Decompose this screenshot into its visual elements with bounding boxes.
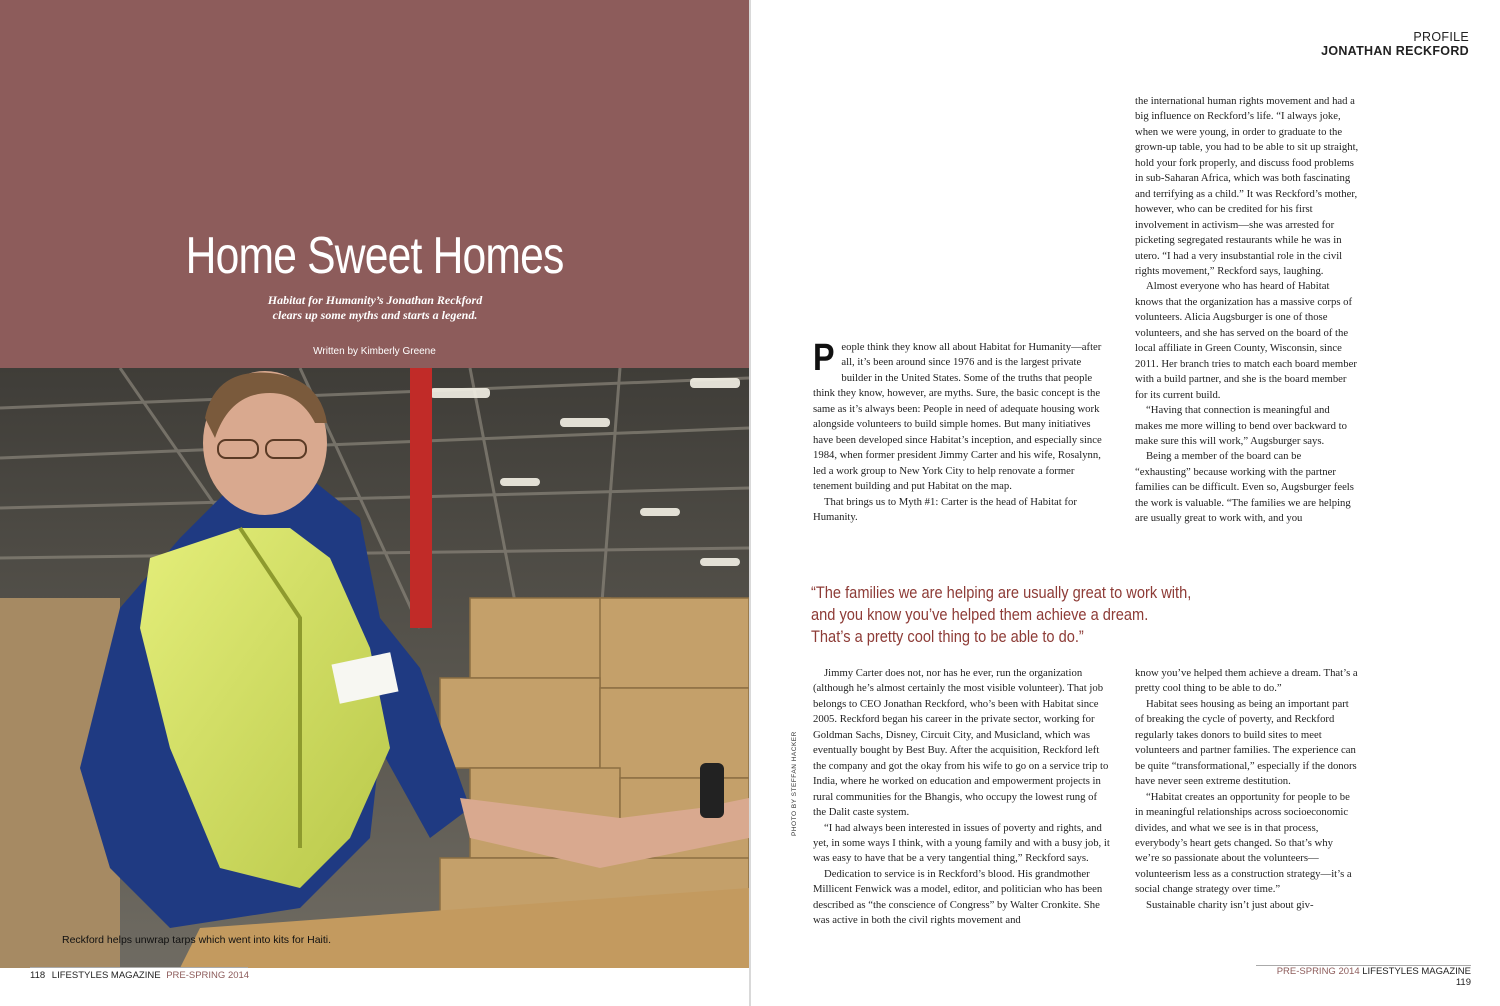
- paragraph: know you’ve helped them achieve a dream. That’s a pretty cool thing to be able to do.”: [1135, 667, 1358, 695]
- paragraph-intro: [813, 337, 1103, 495]
- paragraph: Sustainable charity isn’t just about giv-: [1146, 898, 1314, 911]
- subtitle-line: clears up some myths and starts a legend.: [272, 308, 478, 322]
- folio-right: [1256, 966, 1471, 988]
- paragraph: Jimmy Carter does not, nor has he ever, run the organization (although he’s almost certainly the most visible volunteer). That job belongs to CEO Jonathan Reckford, who’s been with Habitat since 2005. Reckford began his career in the private sector, working for Goldman Sachs, Disney, Circuit City, and Musicland, which was eventually bought by Best Buy. After the acquisition, Reckford left the company and got the okay from his wife to go on a service trip to India, where he worked on education and empowerment projects in rural communities for the Bhangis, who occupy the lowest rung of the Dalit caste system.: [813, 667, 1109, 819]
- photo-credit: PHOTO BY STEFFAN HACKER: [791, 731, 798, 836]
- article-subtitle: [200, 293, 550, 323]
- intro-text: eople think they know all about Habitat for Humanity—after all, it’s been around since 1976 and is the largest private builder in the United States. Some of the truths that people think they know, however, are myths. Sure, the basic concept is the same as it’s always been: People in need of adequate housing work alongside volunteers to build simple homes. But many initiatives have been developed since Habitat’s inception, and especially since 1984, when former president Jimmy Carter and his wife, Rosalynn, led a work group to New York City to help renovate a former tenement building and put Habitat on the map.: [813, 341, 1102, 493]
- paragraph: “I had always been interested in issues of poverty and rights, and yet, in some ways I think, with a young family and with a busy job, it was easy to have that be a very tangential thing,” Reckford says.: [813, 821, 1110, 865]
- drop-cap: P: [813, 337, 835, 379]
- paragraph: “Having that connection is meaningful and makes me more willing to bend over backward to make sure this will work,” Augsburger says.: [1135, 404, 1347, 447]
- pull-quote: [811, 582, 1192, 648]
- paragraph: the international human rights movement and had a big influence on Reckford’s life. “I always joke, when we were young, in order to graduate to the grown-up table, you had to be able to sit up straight, hold your fork properly, and discuss food problems in sub-Saharan Africa, which was both fascinating and terrifying as a child.” It was Reckford’s mother, however, who can be credited for his first involvement in activism—she was arrested for picketing segregated restaurants while he was in utero. “I had a very insubstantial role in the civil rights movement,” Reckford says, laughing.: [1135, 95, 1359, 277]
- folio-left: [30, 968, 749, 1006]
- column-bottom-left: [813, 666, 1111, 929]
- issue-name: PRE-SPRING 2014: [1276, 966, 1360, 977]
- right-page: [751, 0, 1500, 1006]
- paragraph: Dedication to service is in Reckford’s blood. His grandmother Millicent Fenwick was a model, editor, and politician who has been described as “the conscience of Congress” by Walter Cronkite. She was active in both the civil rights movement and: [813, 867, 1103, 927]
- paragraph: Habitat sees housing as being an important part of breaking the cycle of poverty, and Reckford regularly takes donors to build sites to meet volunteers and partner families. The experience can be quite “transformational,” especially if the donors have never seen extreme destitution.: [1135, 697, 1357, 788]
- section-subject: JONATHAN RECKFORD: [1321, 44, 1469, 58]
- pull-quote-line: and you know you’ve helped them achieve a dream.: [811, 605, 1149, 624]
- column-top-right: [1135, 94, 1359, 527]
- paragraph: Being a member of the board can be “exhausting” because working with the partner families can be difficult. Even so, Augsburger feels the work is valuable. “The families we are helping are usually great to work with, and you: [1135, 450, 1354, 525]
- paragraph: Almost everyone who has heard of Habitat knows that the organization has a massive corps of volunteers. Alicia Augsburger is one of those volunteers, and she has served on the board of the local affiliate in Green County, Wisconsin, since 2011. Her branch tries to match each board member with a build partner, and she is the board member for its current build.: [1135, 280, 1357, 401]
- article-title: Home Sweet Homes: [185, 227, 564, 285]
- folio-rule: [1256, 965, 1471, 966]
- section-kicker: PROFILE: [1413, 30, 1469, 44]
- pull-quote-line: That’s a pretty cool thing to be able to do.”: [811, 627, 1084, 646]
- volunteer-photo-illustration: [0, 368, 749, 968]
- folio-rule: [30, 967, 248, 968]
- magazine-name: LIFESTYLES MAGAZINE: [51, 970, 161, 981]
- photo-caption: Reckford helps unwrap tarps which went into kits for Haiti.: [62, 934, 332, 946]
- subtitle-line: Habitat for Humanity’s Jonathan Reckford: [267, 293, 483, 307]
- left-page: [0, 0, 749, 1006]
- warehouse-photo: [0, 368, 749, 968]
- pull-quote-line: “The families we are helping are usually great to work with,: [811, 583, 1192, 602]
- issue-name: PRE-SPRING 2014: [166, 970, 250, 981]
- magazine-name: LIFESTYLES MAGAZINE: [1362, 966, 1471, 977]
- page-number: 118: [30, 970, 46, 981]
- page-number: 119: [1455, 977, 1471, 988]
- paragraph: That brings us to Myth #1: Carter is the head of Habitat for Humanity.: [813, 495, 1077, 523]
- paragraph: “Habitat creates an opportunity for people to be in meaningful relationships across socioeconomic divides, and what we see is in that process, everybody’s heart gets changed. So that’s why we’re so passionate about the volunteers—volunteerism less as a construction strategy—it’s a social change strategy over time.”: [1135, 790, 1352, 896]
- section-label: [1321, 30, 1469, 58]
- column-intro: [813, 337, 1103, 525]
- column-bottom-right: [1135, 666, 1359, 913]
- byline: Written by Kimberly Greene: [313, 346, 436, 357]
